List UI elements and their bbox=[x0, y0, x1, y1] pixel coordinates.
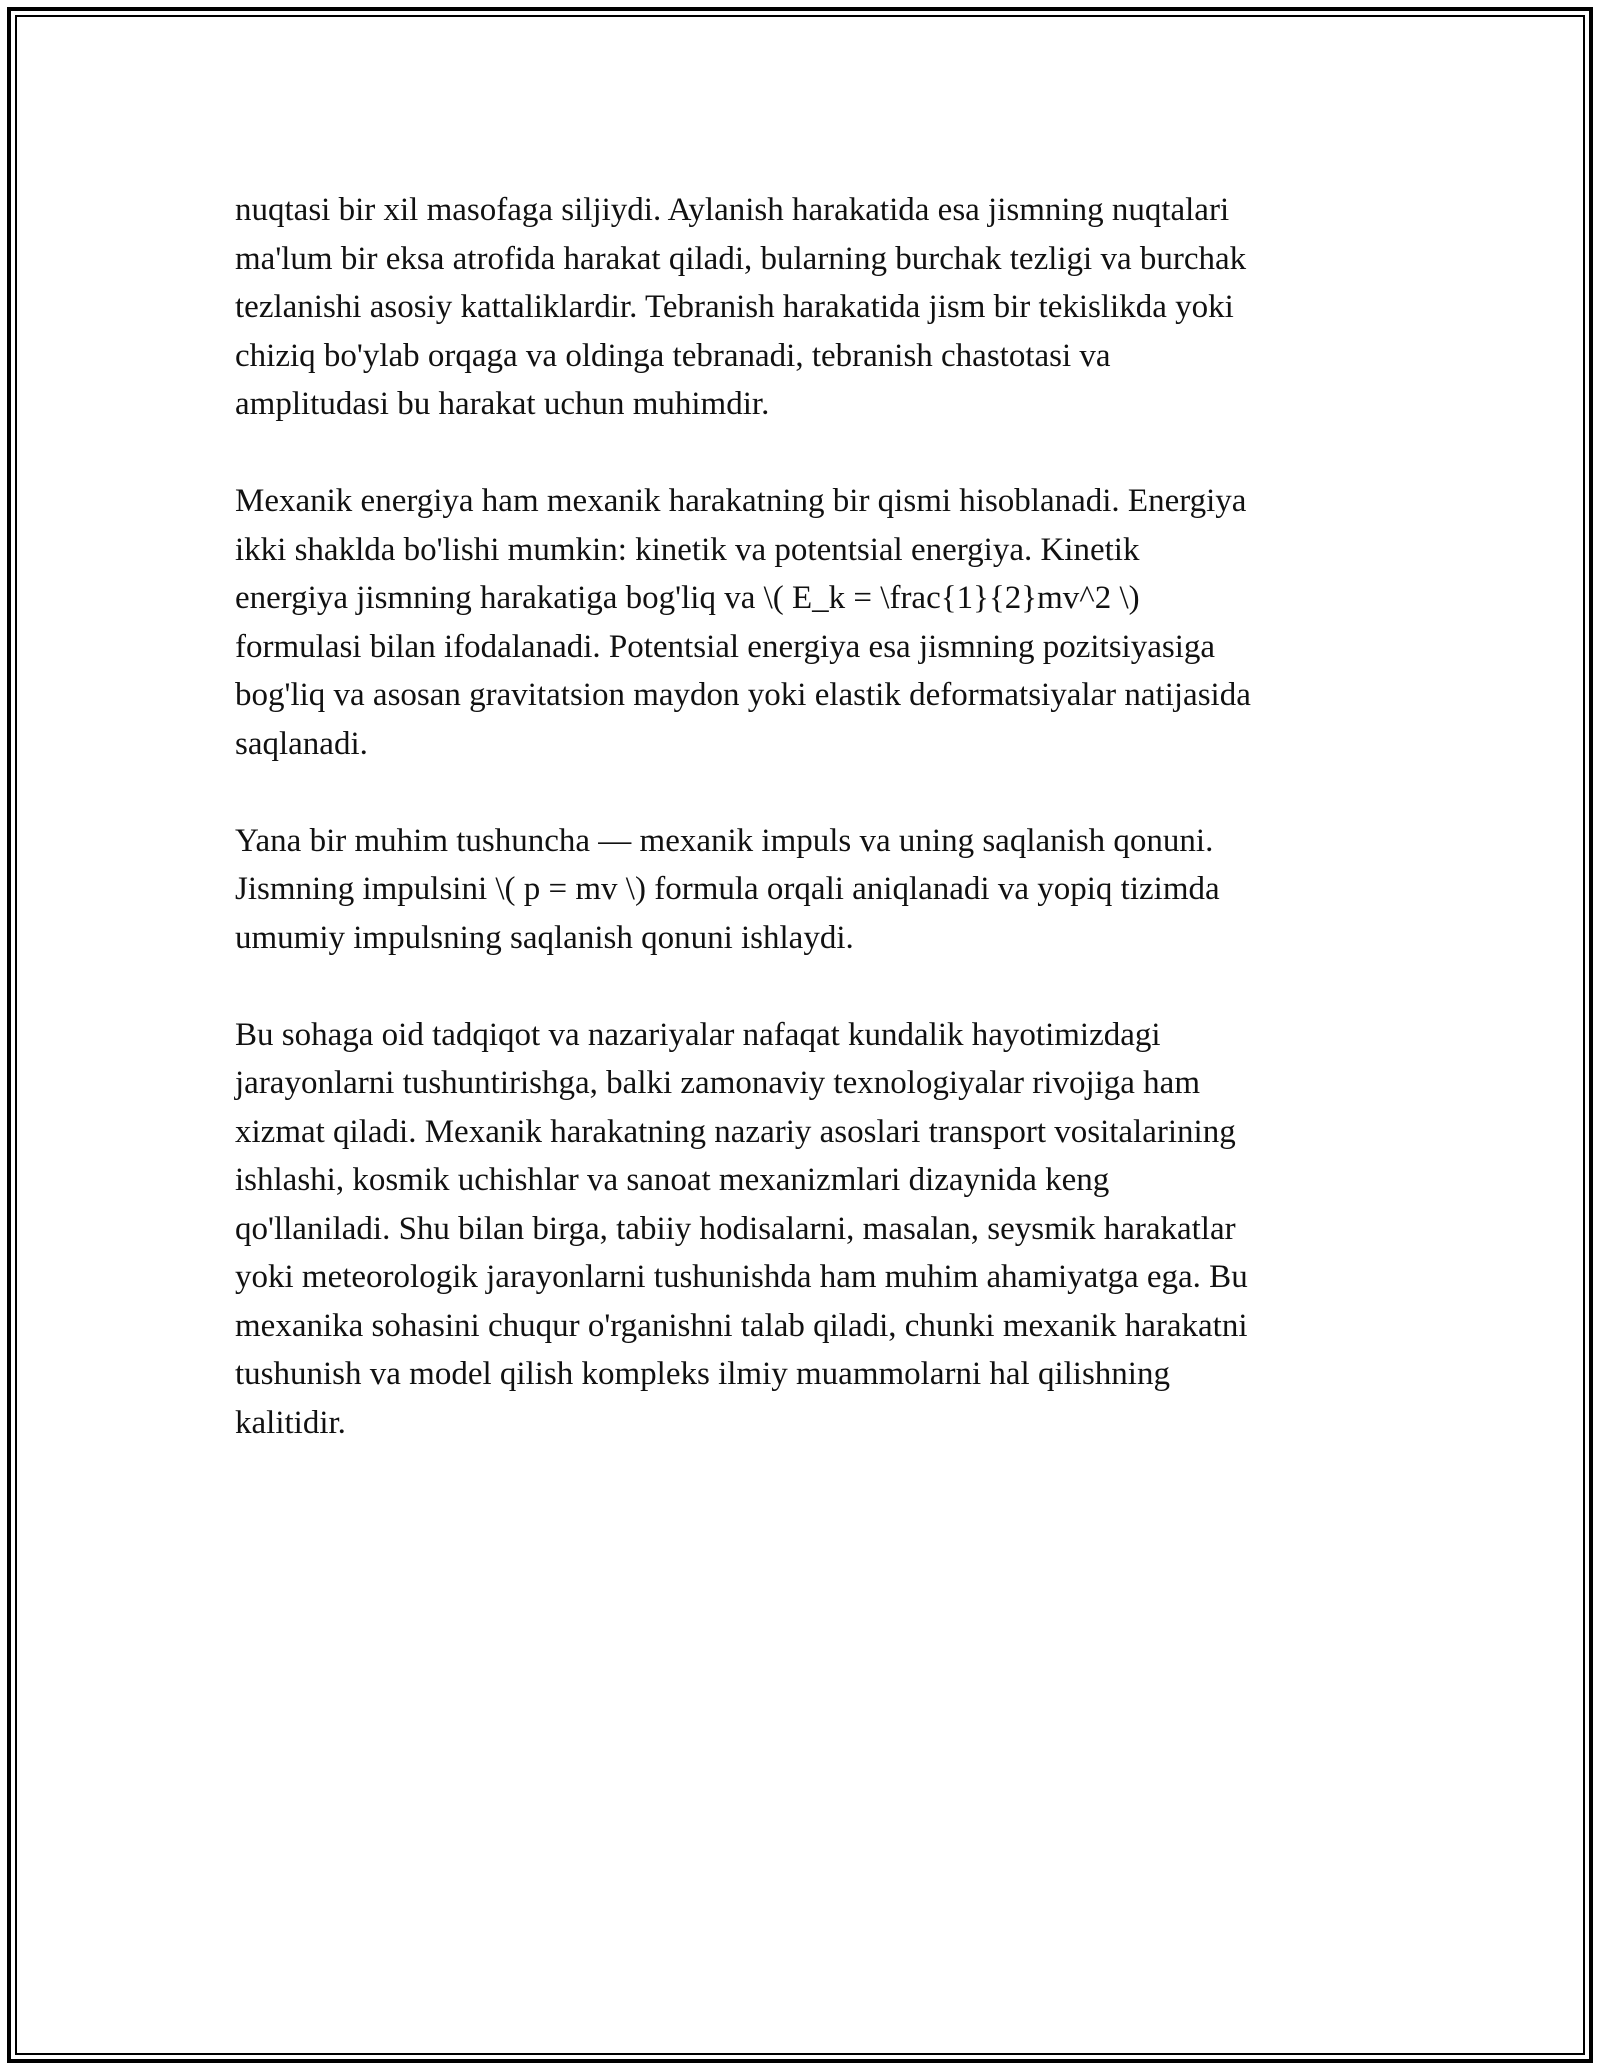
document-body bbox=[235, 186, 1375, 1496]
paragraph-mechanical-energy: Mexanik energiya ham mexanik harakatning bir qismi hisoblanadi. Energiya ikki shaklda bo'lishi mumkin: kinetik va potentsial energiya. Kinetik energiya jismning harakatiga bog'liq va \( E_k = \frac{1}{2}mv^2 \) formulasi bilan ifodalanadi. Potentsial energiya esa jismning pozitsiyasiga bog'liq va asosan gravitatsion maydon yoki elastik deformatsiyalar natijasida saqlanadi. bbox=[235, 483, 1251, 762]
paragraph-motion-types: nuqtasi bir xil masofaga siljiydi. Aylanish harakatida esa jismning nuqtalari ma'lum bir eksa atrofida harakat qiladi, bularning burchak tezligi va burchak tezlanishi asosiy kattaliklardir. Tebranish harakatida jism bir tekislikda yoki chiziq bo'ylab orqaga va oldinga tebranadi, tebranish chastotasi va amplitudasi bu harakat uchun muhimdir. bbox=[235, 192, 1247, 422]
paragraph-momentum: Yana bir muhim tushuncha — mexanik impuls va uning saqlanish qonuni. Jismning impulsini \( p = mv \) formula orqali aniqlanadi va yopiq tizimda umumiy impulsning saqlanish qonuni ishlaydi. bbox=[235, 822, 1220, 956]
paragraph-applications: Bu sohaga oid tadqiqot va nazariyalar nafaqat kundalik hayotimizdagi jarayonlarni tushuntirishga, balki zamonaviy texnologiyalar rivojiga ham xizmat qiladi. Mexanik harakatning nazariy asoslari transport vositalarining ishlashi, kosmik uchishlar va sanoat mexanizmlari dizaynida keng qo'llaniladi. Shu bilan birga, tabiiy hodisalarni, masalan, seysmik harakatlar yoki meteorologik jarayonlarni tushunishda ham muhim ahamiyatga ega. Bu mexanika sohasini chuqur o'rganishni talab qiladi, chunki mexanik harakatni tushunish va model qilish kompleks ilmiy muammolarni hal qilishning kalitidir. bbox=[235, 1016, 1248, 1441]
